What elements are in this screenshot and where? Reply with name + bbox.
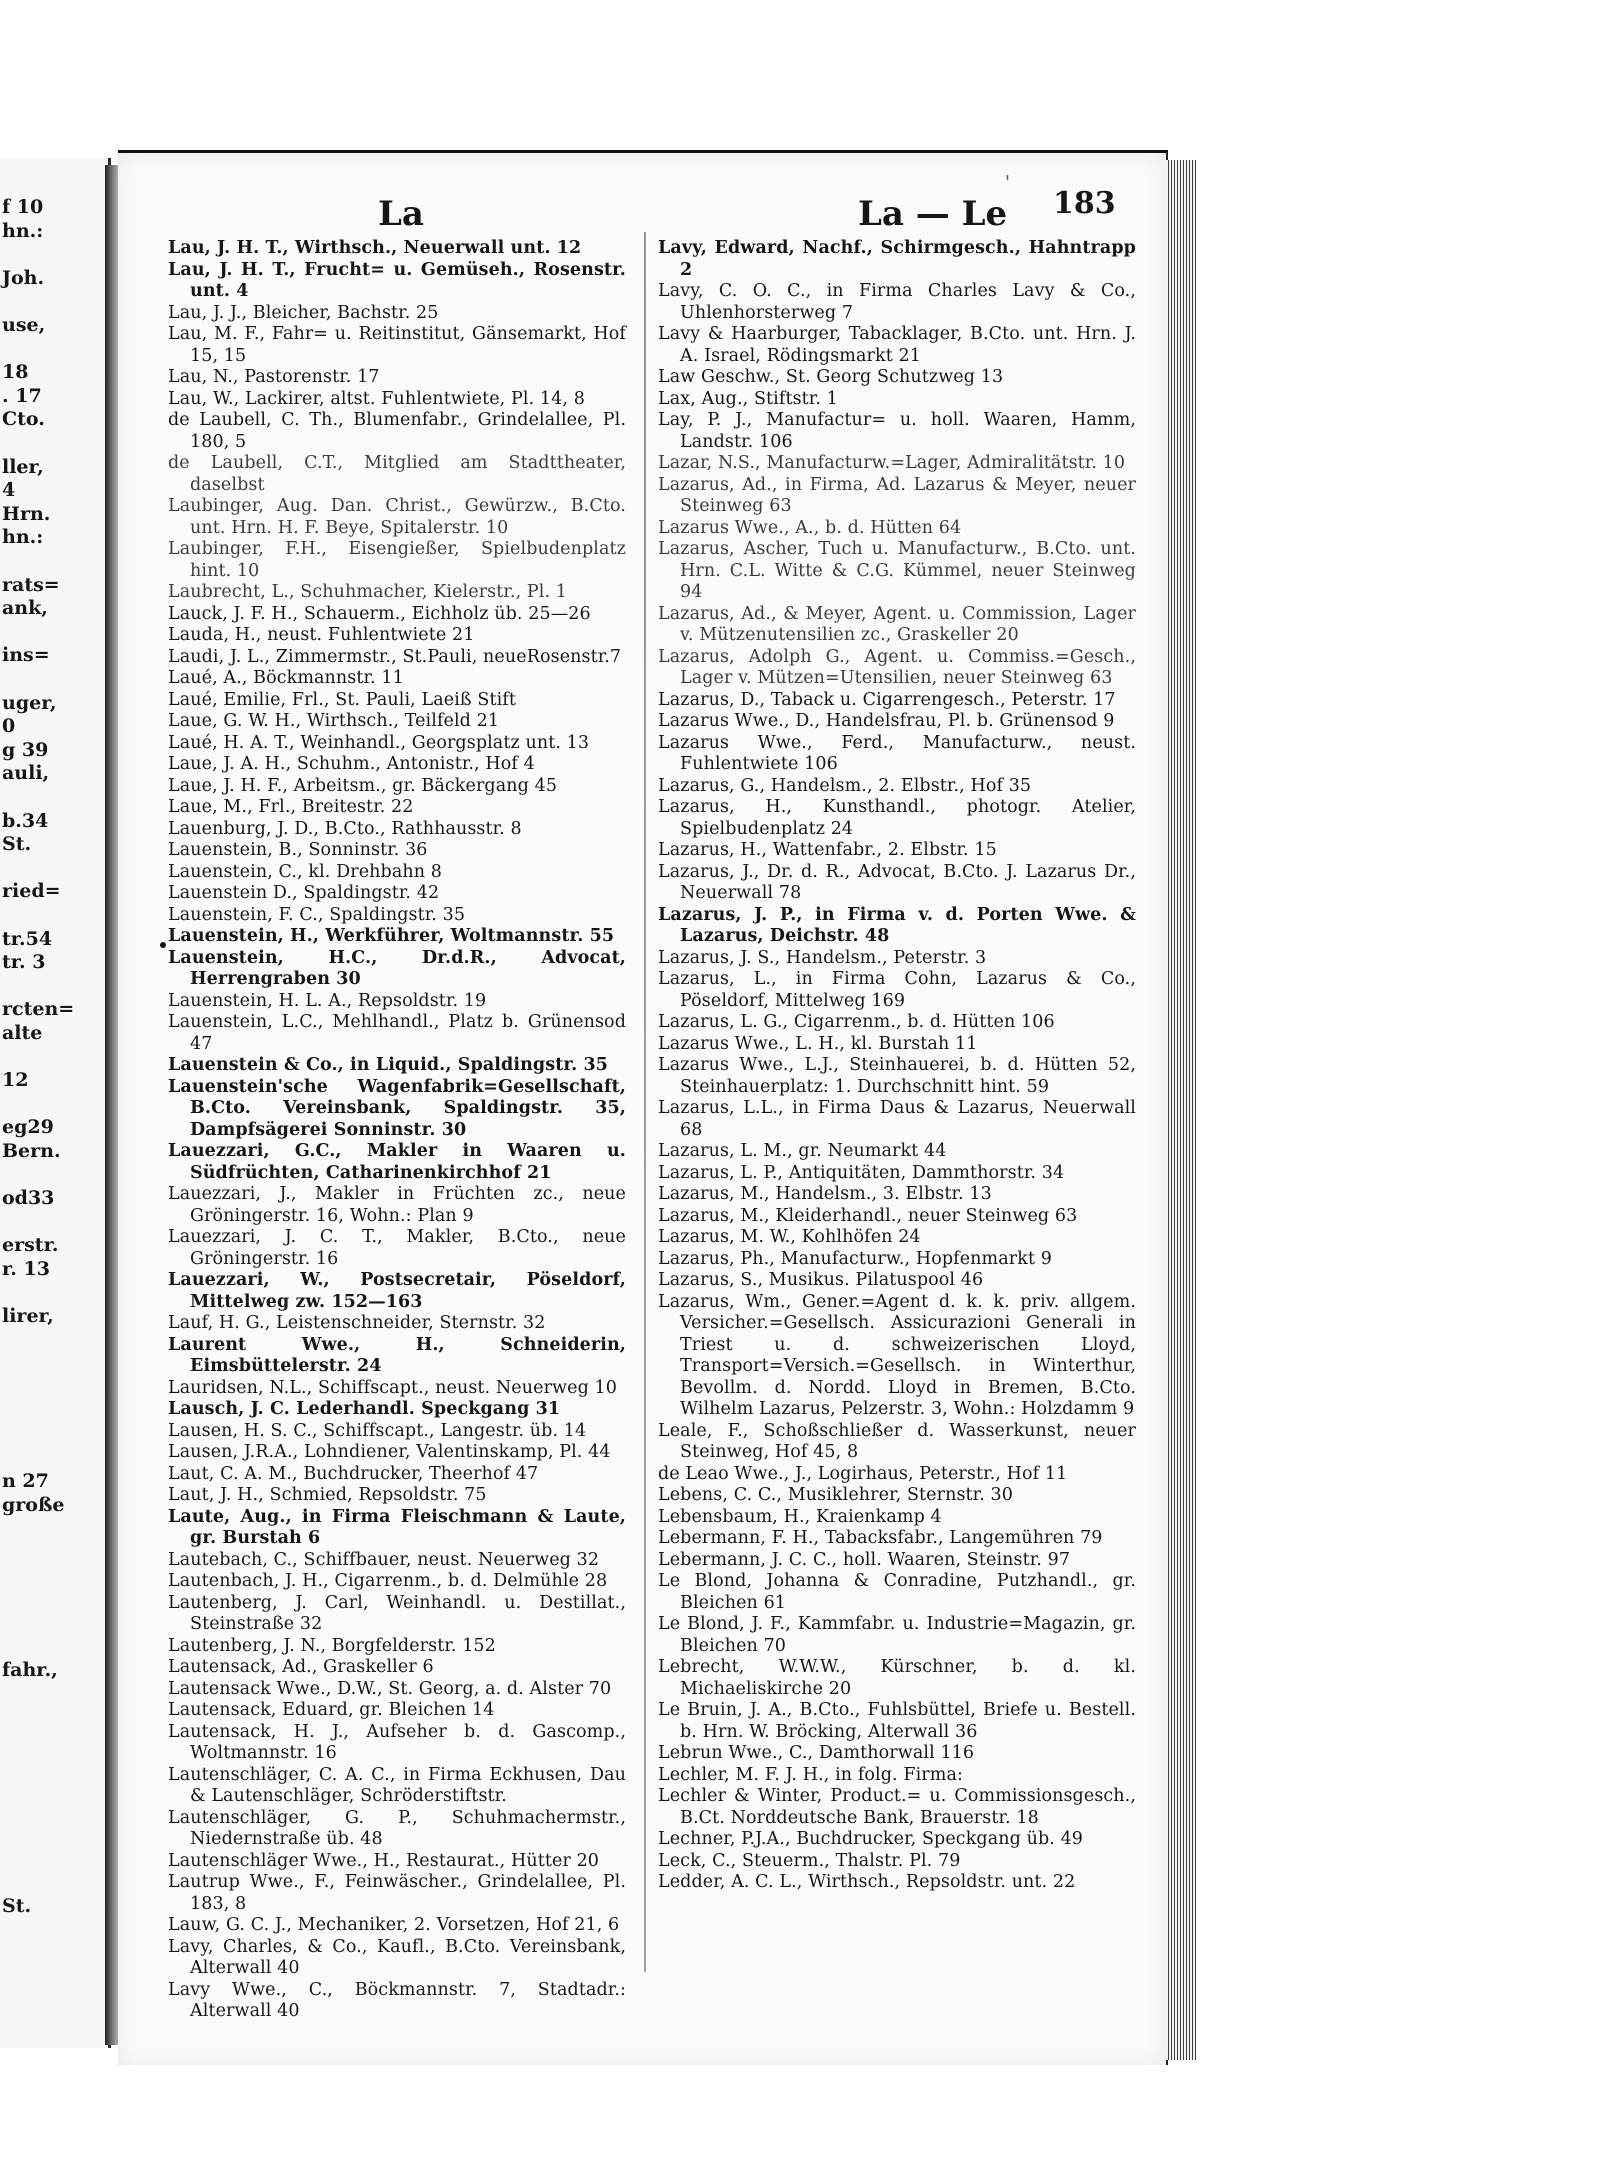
directory-entry: Lautenschläger Wwe., H., Restaurat., Hütter 20: [168, 1850, 600, 1871]
directory-entry: Lazarus, M., Kleiderhandl., neuer Steinweg 63: [658, 1205, 1078, 1226]
facing-page-fragment: b.34: [2, 809, 49, 832]
directory-entry: Laubrecht, L., Schuhmacher, Kielerstr., Pl. 1: [168, 582, 568, 602]
directory-entry: Lavy, Charles, & Co., Kaufl., B.Cto. Vereinsbank, Alterwall 40: [168, 1936, 626, 1978]
facing-page-fragment: r. 13: [2, 1258, 50, 1280]
facing-page-fragment: rcten=: [2, 998, 75, 1021]
directory-entry: Lauenstein, B., Sonninstr. 36: [168, 840, 428, 860]
directory-entry: Lavy, Edward, Nachf., Schirmgesch., Hahntrapp 2: [658, 238, 1136, 280]
directory-entry: Lauezzari, W., Postsecretair, Pöseldorf, Mittelweg zw. 152—163: [168, 1270, 626, 1312]
facing-page-fragment: große: [2, 1494, 65, 1516]
facing-page-fragment: n 27: [2, 1470, 49, 1493]
directory-entry: Lau, N., Pastorenstr. 17: [168, 367, 380, 387]
running-header-right: La — Le: [858, 194, 1008, 234]
facing-page-fragment: fahr.,: [2, 1659, 58, 1682]
directory-entry: Lauenstein, F. C., Spaldingstr. 35: [168, 904, 466, 925]
directory-entry: Lebermann, F. H., Tabacksfabr., Langemühren 79: [658, 1528, 1103, 1548]
facing-page-fragment: tr.54: [2, 927, 53, 950]
facing-page-fragment: 0: [2, 715, 16, 738]
directory-entry: Lautensack, H. J., Aufseher b. d. Gascomp., Woltmannstr. 16: [168, 1721, 626, 1763]
directory-entry: Laué, H. A. T., Weinhandl., Georgsplatz unt. 13: [168, 732, 590, 753]
directory-entry: Lautenbach, J. H., Cigarrenm., b. d. Delmühle 28: [168, 1571, 608, 1591]
directory-entry: Lazarus Wwe., L. H., kl. Burstah 11: [658, 1033, 978, 1054]
directory-entry: Lazarus, J., Dr. d. R., Advocat, B.Cto. J. Lazarus Dr., Neuerwall 78: [658, 861, 1136, 903]
directory-entry: Lechner, P.J.A., Buchdrucker, Speckgang üb. 49: [658, 1829, 1084, 1849]
header-mark: ': [1005, 172, 1010, 193]
directory-entry: Laué, Emilie, Frl., St. Pauli, Laeiß Stift: [168, 689, 516, 710]
directory-entry: Le Blond, Johanna & Conradine, Putzhandl., gr. Bleichen 61: [658, 1571, 1136, 1613]
directory-entry: Lautenschläger, C. A. C., in Firma Eckhusen, Dau & Lautenschläger, Schröderstiftstr.: [168, 1764, 626, 1806]
facing-page-fragment: St.: [2, 833, 32, 856]
facing-page-fragment: hn.:: [2, 526, 44, 549]
facing-page-fragment: 12: [2, 1069, 29, 1092]
facing-page-fragment: . 17: [2, 384, 42, 407]
directory-entry: Lau, J. H. T., Frucht= u. Gemüseh., Rosenstr. unt. 4: [168, 259, 626, 301]
facing-page-fragment: Joh.: [2, 266, 45, 289]
directory-entry: Lavy, C. O. C., in Firma Charles Lavy & Co., Uhlenhorsterweg 7: [658, 281, 1136, 323]
facing-page-fragment: alte: [2, 1022, 43, 1044]
directory-entry: Lauridsen, N.L., Schiffscapt., neust. Neuerweg 10: [168, 1377, 618, 1398]
facing-page-fragment: eg29: [2, 1116, 54, 1139]
directory-entry: Lebens, C. C., Musiklehrer, Sternstr. 30: [658, 1485, 1014, 1505]
directory-entry: Lautenschläger, G. P., Schuhmachermstr., Niedernstraße üb. 48: [168, 1807, 626, 1849]
page-edges: [1166, 160, 1196, 2060]
directory-entry: Lauenstein D., Spaldingstr. 42: [168, 883, 440, 903]
facing-page-fragment: ried=: [2, 880, 61, 903]
directory-entry: Lauenstein, H. L. A., Repsoldstr. 19: [168, 990, 487, 1011]
column-divider: [644, 232, 646, 1972]
directory-entry: Lauenstein, H., Werkführer, Woltmannstr. 55: [168, 926, 615, 946]
directory-entry: Lazarus Wwe., L.J., Steinhauerei, b. d. Hütten 52, Steinhauerplatz: 1. Durchschnitt hint. 59: [658, 1055, 1136, 1097]
directory-entry: Lautenberg, J. N., Borgfelderstr. 152: [168, 1635, 496, 1656]
directory-entry: Lautensack, Ad., Graskeller 6: [168, 1657, 434, 1677]
directory-entry: Lazarus, D., Taback u. Cigarrengesch., Peterstr. 17: [658, 689, 1116, 710]
directory-entry: Laubinger, Aug. Dan. Christ., Gewürzw., B.Cto. unt. Hrn. H. F. Beye, Spitalerstr. 10: [168, 496, 626, 538]
directory-entry: Lazarus, L. P., Antiquitäten, Dammthorstr. 34: [658, 1162, 1065, 1183]
directory-entry: Lauezzari, G.C., Makler in Waaren u. Südfrüchten, Catharinenkirchhof 21: [168, 1141, 626, 1183]
directory-entry: Laute, Aug., in Firma Fleischmann & Laute, gr. Burstah 6: [168, 1506, 626, 1548]
directory-entry: Lautebach, C., Schiffbauer, neust. Neuerweg 32: [168, 1549, 600, 1570]
directory-entry: Lazarus, Adolph G., Agent. u. Commiss.=Gesch., Lager v. Mützen=Utensilien, neuer Steinweg 63: [658, 646, 1136, 688]
facing-page-fragment: St.: [2, 1895, 32, 1918]
facing-page-fragment: lirer,: [2, 1305, 54, 1328]
directory-entry: Law Geschw., St. Georg Schutzweg 13: [658, 367, 1004, 387]
directory-entry: de Laubell, C. Th., Blumenfabr., Grindelallee, Pl. 180, 5: [168, 410, 626, 452]
scan-margin: [0, 2065, 1600, 2177]
facing-page-fragment: tr. 3: [2, 951, 46, 974]
directory-entry: Lazarus, J. P., in Firma v. d. Porten Wwe. & Lazarus, Deichstr. 48: [658, 904, 1136, 946]
facing-page-fragment: ller,: [2, 455, 44, 478]
directory-entry: Lax, Aug., Stiftstr. 1: [658, 388, 838, 409]
directory-entry: Lautenberg, J. Carl, Weinhandl. u. Destillat., Steinstraße 32: [168, 1592, 626, 1634]
directory-entry: Lazarus, M. W., Kohlhöfen 24: [658, 1227, 921, 1247]
directory-entry: Lebrecht, W.W.W., Kürschner, b. d. kl. Michaeliskirche 20: [658, 1657, 1136, 1699]
facing-page-fragment: 4: [2, 479, 16, 502]
directory-entry: Lauenstein, L.C., Mehlhandl., Platz b. Grünensod 47: [168, 1012, 626, 1054]
directory-entry: Lazarus Wwe., A., b. d. Hütten 64: [658, 517, 962, 538]
directory-entry: Lazarus, M., Handelsm., 3. Elbstr. 13: [658, 1184, 992, 1204]
directory-entry: Lau, J. J., Bleicher, Bachstr. 25: [168, 302, 439, 323]
directory-entry: Lazarus, Ad., in Firma, Ad. Lazarus & Meyer, neuer Steinweg 63: [658, 474, 1136, 516]
directory-entry: Laué, A., Böckmannstr. 11: [168, 668, 404, 688]
page-number: 183: [1053, 186, 1116, 221]
directory-entry: Le Bruin, J. A., B.Cto., Fuhlsbüttel, Briefe u. Bestell. b. Hrn. W. Bröcking, Alterwall 36: [658, 1700, 1136, 1742]
directory-entry: Lauw, G. C. J., Mechaniker, 2. Vorsetzen, Hof 21, 6: [168, 1915, 620, 1935]
facing-page-fragment: Hrn.: [2, 502, 51, 525]
facing-page-fragment: ank,: [2, 597, 48, 620]
directory-entry: Lautensack Wwe., D.W., St. Georg, a. d. Alster 70: [168, 1678, 612, 1699]
facing-page-fragment: ins=: [2, 644, 50, 667]
directory-entry: Lazarus Wwe., Ferd., Manufacturw., neust. Fuhlentwiete 106: [658, 732, 1136, 774]
directory-entry: Lazarus, Ph., Manufacturw., Hopfenmarkt 9: [658, 1248, 1052, 1269]
directory-entry: Laubinger, F.H., Eisengießer, Spielbudenplatz hint. 10: [168, 539, 626, 581]
directory-entry: Lazarus, L.L., in Firma Daus & Lazarus, Neuerwall 68: [658, 1098, 1136, 1140]
directory-entry: Lebrun Wwe., C., Damthorwall 116: [658, 1743, 975, 1763]
facing-page-fragment: Cto.: [2, 408, 45, 431]
directory-entry: Laurent Wwe., H., Schneiderin, Eimsbüttelerstr. 24: [168, 1334, 626, 1376]
facing-page-fragment: Bern.: [2, 1140, 61, 1162]
right-column: [658, 238, 1136, 1894]
directory-entry: Lauck, J. F. H., Schauerm., Eichholz üb. 25—26: [168, 603, 591, 624]
directory-entry: Lazarus, Ad., & Meyer, Agent. u. Commission, Lager v. Mützenutensilien zc., Graskeller 20: [658, 603, 1136, 645]
directory-entry: Lazarus, Wm., Gener.=Agent d. k. k. priv. allgem. Versicher.=Gesellsch. Assicurazioni Generali in Triest u. d. schweizerischen Lloyd, Transport=Versich.=Gesellsch. in Winterthur, Bevollm. d. Nordd. Lloyd in Bremen, B.Cto. Wilhelm Lazarus, Pelzerstr. 3, Wohn.: Holzdamm 9: [658, 1291, 1136, 1419]
directory-entry: Lavy & Haarburger, Tabacklager, B.Cto. unt. Hrn. J. A. Israel, Rödingsmarkt 21: [658, 324, 1136, 366]
directory-entry: Lauenburg, J. D., B.Cto., Rathhausstr. 8: [168, 818, 522, 839]
facing-page-fragment: 18: [2, 361, 29, 384]
directory-entry: Lazarus, L., in Firma Cohn, Lazarus & Co., Pöseldorf, Mittelweg 169: [658, 969, 1136, 1011]
directory-entry: Lazarus, H., Kunsthandl., photogr. Atelier, Spielbudenplatz 24: [658, 797, 1136, 839]
directory-entry: de Leao Wwe., J., Logirhaus, Peterstr., Hof 11: [658, 1463, 1068, 1484]
left-column: [168, 238, 626, 2023]
directory-entry: Lauda, H., neust. Fuhlentwiete 21: [168, 625, 475, 645]
directory-entry: Leck, C., Steuerm., Thalstr. Pl. 79: [658, 1850, 961, 1871]
directory-entry: Lau, M. F., Fahr= u. Reitinstitut, Gänsemarkt, Hof 15, 15: [168, 324, 626, 366]
directory-entry: Lavy Wwe., C., Böckmannstr. 7, Stadtadr.: Alterwall 40: [168, 1979, 626, 2021]
directory-entry: Lau, W., Lackirer, altst. Fuhlentwiete, Pl. 14, 8: [168, 388, 585, 409]
directory-entry: Lechler & Winter, Product.= u. Commissionsgesch., B.Ct. Norddeutsche Bank, Brauerstr. 18: [658, 1786, 1136, 1828]
facing-page-fragment: use,: [2, 314, 46, 336]
directory-entry: Lazarus, S., Musikus. Pilatuspool 46: [658, 1270, 984, 1290]
margin-dot: [160, 942, 166, 948]
directory-entry: Lazarus, L. G., Cigarrenm., b. d. Hütten 106: [658, 1012, 1055, 1032]
directory-entry: Lauenstein, C., kl. Drehbahn 8: [168, 861, 442, 882]
directory-entry: Lauezzari, J., Makler in Früchten zc., neue Gröningerstr. 16, Wohn.: Plan 9: [168, 1184, 626, 1226]
previous-page-edge: [0, 158, 111, 2048]
directory-entry: Laue, G. W. H., Wirthsch., Teilfeld 21: [168, 711, 500, 731]
facing-page-fragment: od33: [2, 1187, 55, 1210]
directory-entry: Lauenstein, H.C., Dr.d.R., Advocat, Herrengraben 30: [168, 947, 626, 989]
directory-entry: Lauenstein & Co., in Liquid., Spaldingstr. 35: [168, 1055, 609, 1075]
directory-entry: Le Blond, J. F., Kammfabr. u. Industrie=Magazin, gr. Bleichen 70: [658, 1614, 1136, 1656]
directory-entry: Lazarus, L. M., gr. Neumarkt 44: [658, 1141, 947, 1161]
directory-entry: Ledder, A. C. L., Wirthsch., Repsoldstr. unt. 22: [658, 1872, 1076, 1892]
facing-page-fragment: rats=: [2, 573, 60, 596]
facing-page-fragment: g 39: [2, 738, 49, 761]
directory-entry: Lauf, H. G., Leistenschneider, Sternstr. 32: [168, 1313, 546, 1333]
directory-entry: Leale, F., Schoßschließer d. Wasserkunst, neuer Steinweg, Hof 45, 8: [658, 1420, 1136, 1462]
directory-entry: Lazarus Wwe., D., Handelsfrau, Pl. b. Grünensod 9: [658, 711, 1115, 731]
running-header-left: La: [378, 194, 424, 234]
directory-entry: Laudi, J. L., Zimmermstr., St.Pauli, neueRosenstr.7: [168, 646, 622, 667]
directory-entry: Lechler, M. F. J. H., in folg. Firma:: [658, 1764, 963, 1785]
facing-page-fragment: uger,: [2, 691, 57, 714]
directory-entry: Lauenstein'sche Wagenfabrik=Gesellschaft, B.Cto. Vereinsbank, Spaldingstr. 35, Dampfsägerei Sonninstr. 30: [168, 1076, 626, 1140]
directory-entry: Lazarus, H., Wattenfabr., 2. Elbstr. 15: [658, 840, 997, 860]
directory-entry: Laue, J. H. F., Arbeitsm., gr. Bäckergang 45: [168, 775, 558, 796]
facing-page-fragment: erstr.: [2, 1234, 59, 1257]
facing-page-fragment: hn.:: [2, 219, 44, 242]
directory-entry: Lauezzari, J. C. T., Makler, B.Cto., neue Gröningerstr. 16: [168, 1227, 626, 1269]
directory-entry: Lay, P. J., Manufactur= u. holl. Waaren, Hamm, Landstr. 106: [658, 410, 1136, 452]
facing-page-fragment: f 10: [2, 196, 44, 218]
directory-entry: Lausen, J.R.A., Lohndiener, Valentinskamp, Pl. 44: [168, 1442, 611, 1462]
directory-entry: Lautrup Wwe., F., Feinwäscher., Grindelallee, Pl. 183, 8: [168, 1872, 626, 1914]
directory-entry: de Laubell, C.T., Mitglied am Stadttheater, daselbst: [168, 453, 626, 495]
directory-entry: Lebermann, J. C. C., holl. Waaren, Steinstr. 97: [658, 1549, 1071, 1570]
directory-entry: Laue, J. A. H., Schuhm., Antonistr., Hof 4: [168, 754, 535, 774]
directory-entry: Lautensack, Eduard, gr. Bleichen 14: [168, 1700, 495, 1720]
directory-entry: Lebensbaum, H., Kraienkamp 4: [658, 1506, 942, 1527]
directory-entry: Lau, J. H. T., Wirthsch., Neuerwall unt. 12: [168, 238, 582, 258]
directory-entry: Laut, C. A. M., Buchdrucker, Theerhof 47: [168, 1463, 539, 1484]
facing-page-fragment: auli,: [2, 762, 50, 785]
directory-entry: Lausch, J. C. Lederhandl. Speckgang 31: [168, 1399, 561, 1419]
directory-entry: Lazarus, Ascher, Tuch u. Manufacturw., B.Cto. unt. Hrn. C.L. Witte & C.G. Kümmel, neuer Steinweg 94: [658, 539, 1136, 602]
directory-entry: Laue, M., Frl., Breitestr. 22: [168, 797, 414, 817]
directory-entry: Lazar, N.S., Manufacturw.=Lager, Admiralitätstr. 10: [658, 453, 1126, 473]
directory-entry: Laut, J. H., Schmied, Repsoldstr. 75: [168, 1485, 487, 1505]
directory-entry: Lausen, H. S. C., Schiffscapt., Langestr. üb. 14: [168, 1420, 587, 1441]
directory-entry: Lazarus, G., Handelsm., 2. Elbstr., Hof 35: [658, 775, 1032, 796]
directory-entry: Lazarus, J. S., Handelsm., Peterstr. 3: [658, 947, 987, 968]
